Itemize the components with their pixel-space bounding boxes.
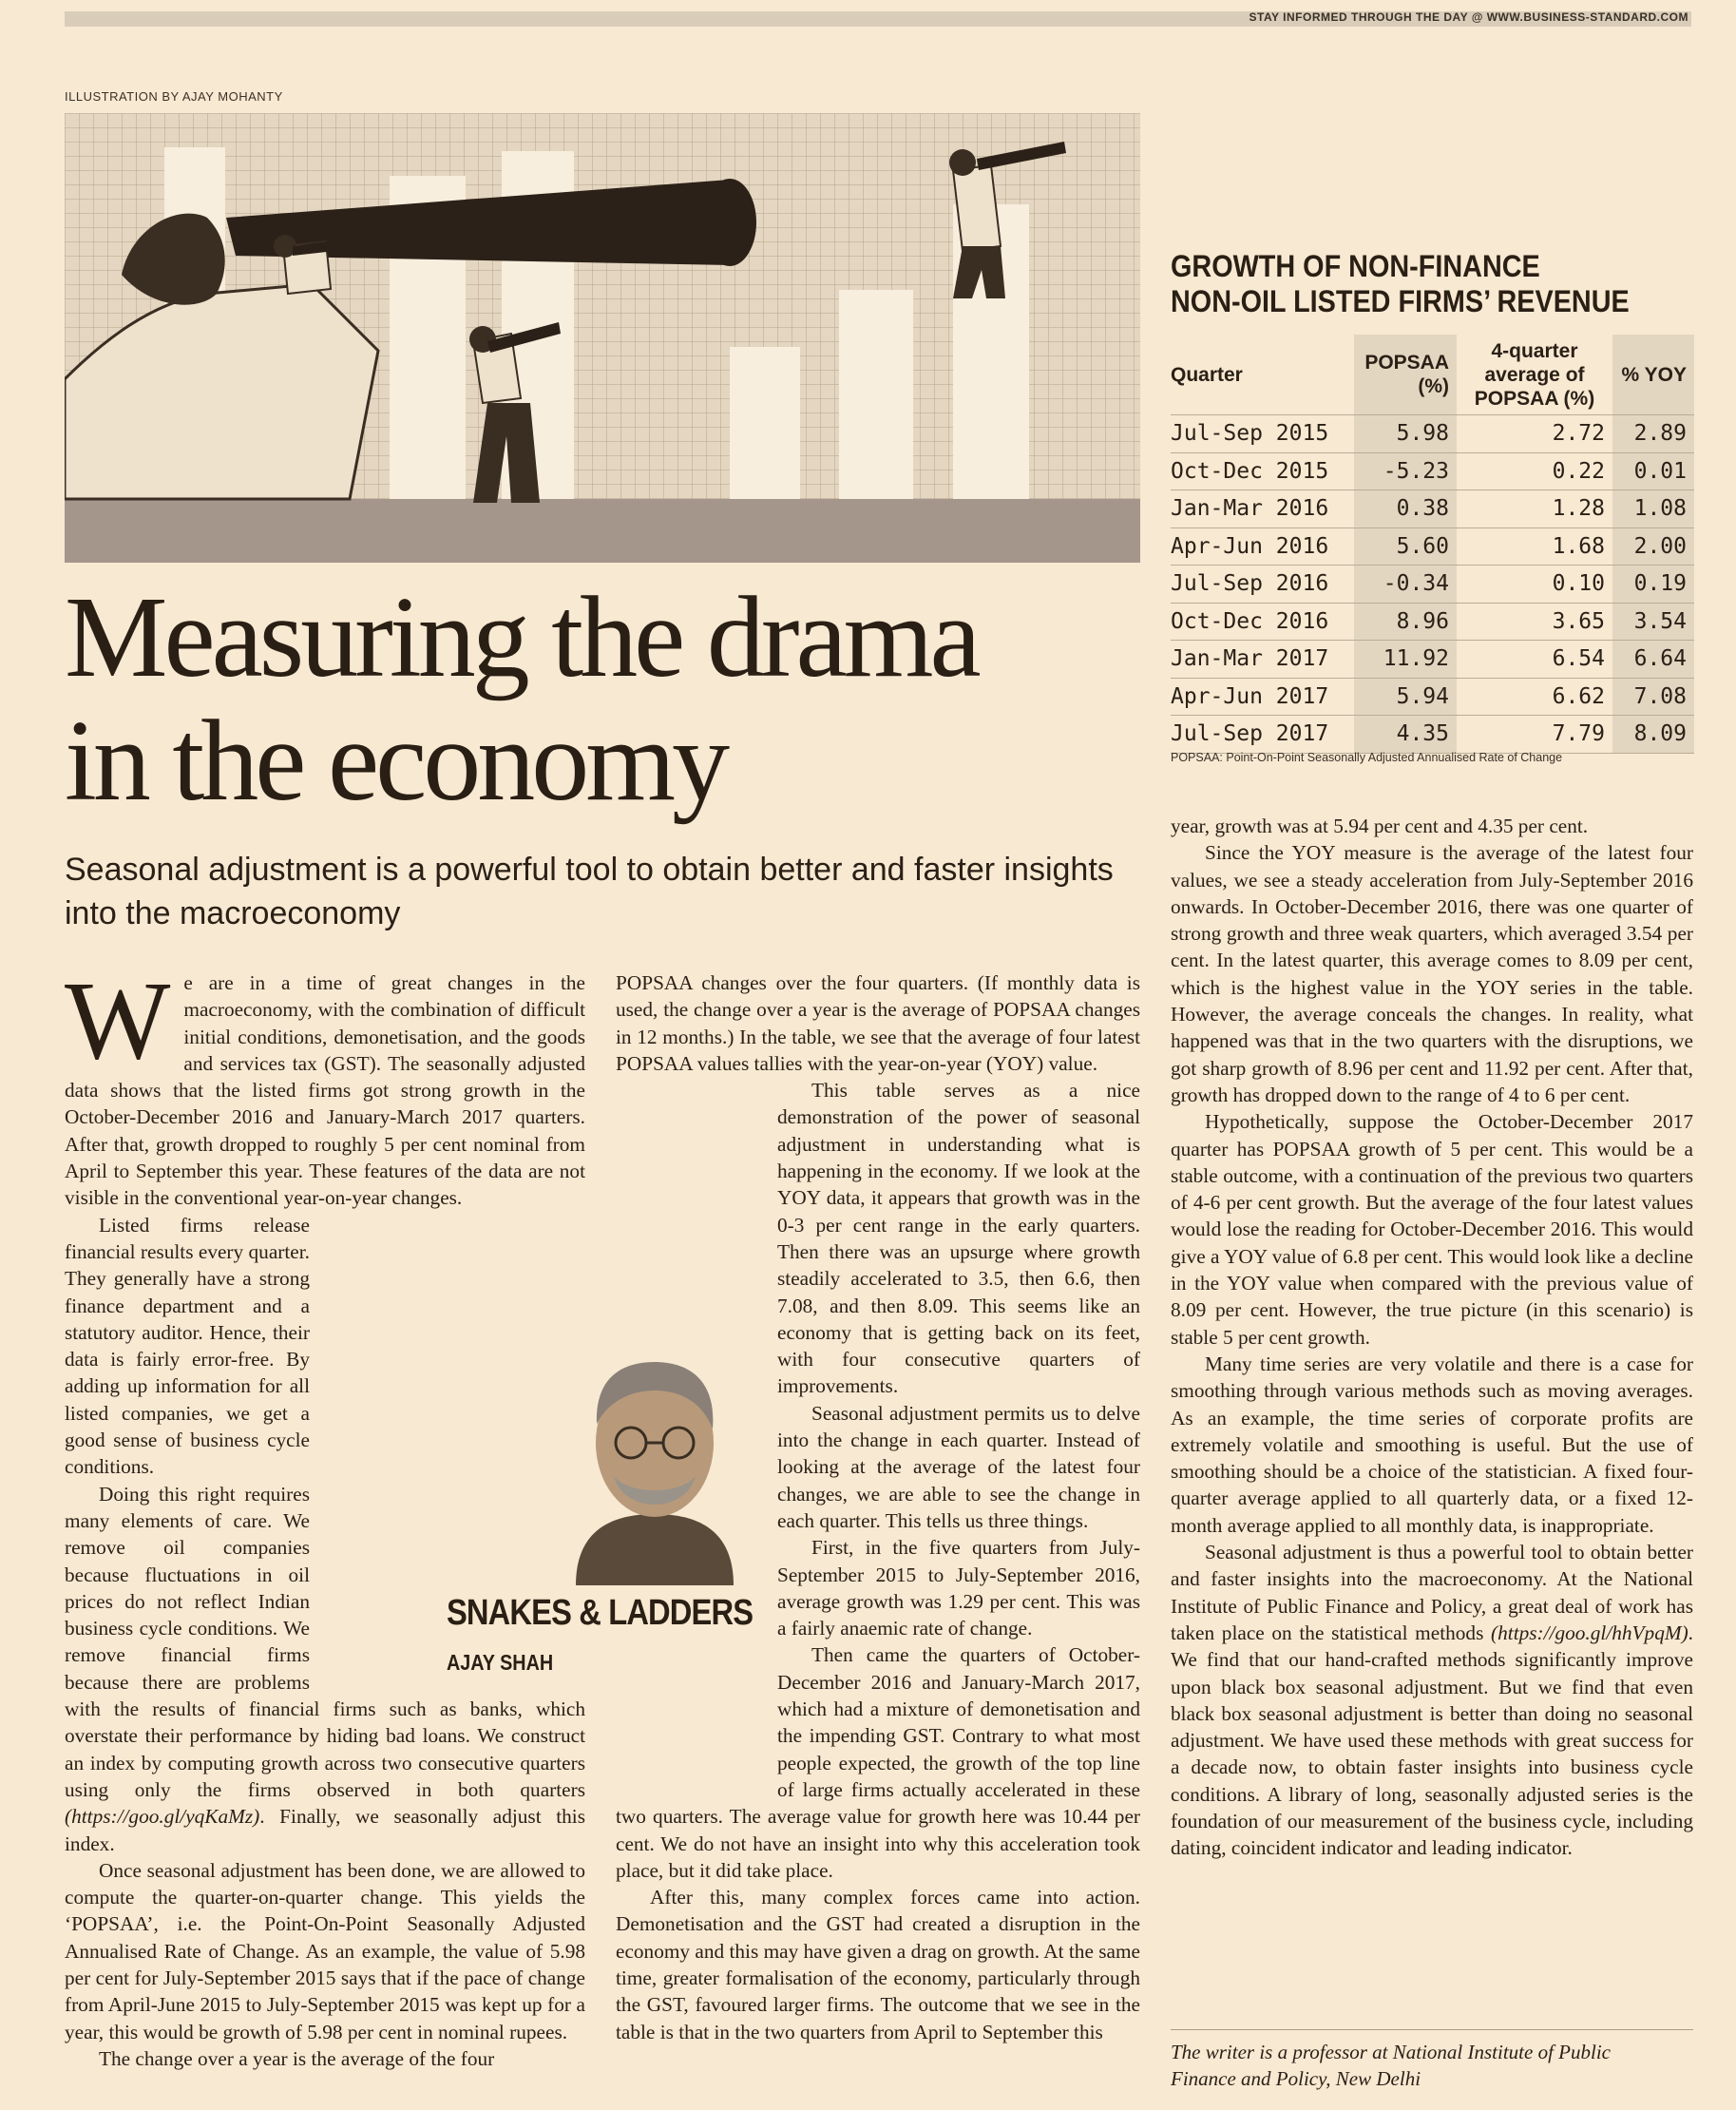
cell-yoy: 7.08 [1612, 678, 1694, 716]
cell-yoy: 0.01 [1612, 452, 1694, 490]
cell-4q-average: 0.10 [1457, 566, 1612, 604]
paragraph: Seasonal adjustment permits us to delve into the change in each quarter. Instead of looking at the average of the latest four changes, we are able to see the change in each quarter. This tells us three things. [777, 1401, 1140, 1532]
cell-yoy: 2.89 [1612, 415, 1694, 453]
cell-yoy: 8.09 [1612, 716, 1694, 754]
paragraph: Hypothetically, suppose the October-December 2017 quarter has POPSAA growth of 5 per cent. This would be a stable outcome, with a continuation of the previous two quarters of 4-6 per cent growth. But the average of the four latest values would lose the reading for October-December 2016. This would give a YOY value of 6.8 per cent. This would look like a decline in the YOY value when compared with the previous value of 8.09 per cent. However, the true picture (in this scenario) is stable 5 per cent growth. [1171, 1110, 1693, 1349]
table-row [1171, 528, 1694, 566]
paragraph: Since the YOY measure is the average of the latest four values, we see a steady acceleration from July-September 2016 onwards. In October-December 2016, there was one quarter of strong growth and three weak quarters, which averaged 3.54 per cent. In the latest quarter, this average comes to 8.09 per cent, which is the highest value in the YOY series in the table. However, the average conceals the changes. In reality, what happened was that in the two quarters with the disruptions, we got sharp growth of 8.96 per cent and 11.92 per cent. After that, growth has dropped down to the range of 4 to 6 per cent. [1171, 841, 1693, 1106]
article-column-3 [1171, 813, 1693, 1862]
paragraph: After this, many complex forces came into action. Demonetisation and the GST had created a disruption in the economy and this may have given a drag on growth. At the same time, greater formalisation of the economy, particularly through the GST, favoured larger firms. The outcome that we see in the table is that in the two quarters from April to September this [616, 1886, 1140, 2043]
cell-quarter: Jul-Sep 2017 [1171, 716, 1354, 754]
table-row [1171, 566, 1694, 604]
cell-quarter: Jul-Sep 2015 [1171, 415, 1354, 453]
headline [65, 573, 1157, 825]
column-header-4q-average: 4-quarter average of POPSAA (%) [1474, 339, 1595, 410]
column-header-popsaa: POPSAA (%) [1354, 335, 1457, 415]
column-name: SNAKES & LADDERS [447, 1593, 754, 1633]
cell-yoy: 2.00 [1612, 528, 1694, 566]
paragraph: This table serves as a nice demonstration of the power of seasonal adjustment in understanding what is happening in the economy. If we look at the YOY data, it appears that growth was in the 0-3 per cent range in the early quarters. Then there was an upsurge where growth steadily accelerated to 3.5, then 6.6, then 7.08, and then 8.09. This seems like an economy that is getting back on its feet, with four consecutive quarters of improvements. [777, 1079, 1140, 1398]
article-column-1 [65, 958, 585, 2072]
cell-popsaa: -0.34 [1354, 566, 1457, 604]
paragraph: Listed firms release financial results every quarter. They generally have a strong finance department and a statutory auditor. Hence, their data is fairly error-free. By adding up information for all listed companies, we get a good sense of business cycle conditions. [65, 1213, 310, 1479]
cell-quarter: Jan-Mar 2016 [1171, 490, 1354, 528]
cell-yoy: 3.54 [1612, 603, 1694, 641]
table-row [1171, 678, 1694, 716]
table-footnote: POPSAA: Point-On-Point Seasonally Adjusted Annualised Rate of Change [1171, 751, 1563, 764]
cell-4q-average: 1.68 [1457, 528, 1612, 566]
table-row [1171, 452, 1694, 490]
paragraph: The change over a year is the average of the four [99, 2046, 495, 2070]
cell-yoy: 6.64 [1612, 641, 1694, 679]
table-row [1171, 716, 1694, 754]
table-title: GROWTH OF NON-FINANCE NON-OIL LISTED FIRMS’ REVENUE [1171, 249, 1630, 318]
data-table [1171, 335, 1694, 754]
cell-4q-average: 0.22 [1457, 452, 1612, 490]
cell-quarter: Oct-Dec 2015 [1171, 452, 1354, 490]
table-row [1171, 641, 1694, 679]
cell-4q-average: 3.65 [1457, 603, 1612, 641]
paragraph: Doing this right requires many elements of care. We remove oil companies because fluctuations in oil prices do not reflect Indian business cycle conditions. We remove financial firms because there are problems with the results of financial firms such as banks, which overstate their performance by hiding bad loans. We construct an index by computing growth across two consecutive quarters using only the firms observed in both quarters (https://goo.gl/yqKaMz). Finally, we seasonally adjust this index. [65, 1482, 585, 1855]
cell-yoy: 1.08 [1612, 490, 1694, 528]
divider [1171, 2029, 1693, 2030]
cell-4q-average: 6.54 [1457, 641, 1612, 679]
illustration-credit: ILLUSTRATION BY AJAY MOHANTY [65, 89, 283, 104]
cell-quarter: Jan-Mar 2017 [1171, 641, 1354, 679]
cell-popsaa: 5.98 [1354, 415, 1457, 453]
cell-popsaa: 4.35 [1354, 716, 1457, 754]
paragraph: Many time series are very volatile and there is a case for smoothing through various methods such as moving averages. As an example, the time series of corporate profits are extremely volatile and smoothing is useful. But the use of smoothing should be a choice of the statistician. A fixed four-quarter average applied to all quarterly data, or a fixed 12-month average applied to all monthly data, is inappropriate. [1171, 1352, 1693, 1537]
headline-line-2: in the economy [65, 697, 727, 825]
cell-4q-average: 6.62 [1457, 678, 1612, 716]
cell-popsaa: 8.96 [1354, 603, 1457, 641]
tagline: STAY INFORMED THROUGH THE DAY @ WWW.BUSINESS-STANDARD.COM [1249, 10, 1688, 24]
cell-4q-average: 7.79 [1457, 716, 1612, 754]
cell-popsaa: -5.23 [1354, 452, 1457, 490]
cell-quarter: Oct-Dec 2016 [1171, 603, 1354, 641]
drop-cap: W [65, 958, 171, 1083]
link-text: (https://goo.gl/hhVpqM) [1491, 1621, 1688, 1644]
table-row [1171, 603, 1694, 641]
cell-quarter: Jul-Sep 2016 [1171, 566, 1354, 604]
illustration [65, 113, 1140, 563]
cell-popsaa: 0.38 [1354, 490, 1457, 528]
cell-quarter: Apr-Jun 2017 [1171, 678, 1354, 716]
paragraph: First, in the five quarters from July-September 2015 to July-September 2016, average growth was 1.29 per cent. This was a fairly anaemic rate of change. [777, 1536, 1140, 1640]
author-photo [557, 1338, 753, 1585]
paragraph: Seasonal adjustment is thus a powerful tool to obtain better and faster insights into the macroeconomy. At the National Institute of Public Finance and Policy, a great deal of work has taken place on the statistical methods (https://goo.gl/hhVpqM). We find that our hand-crafted methods significantly improve upon black box seasonal adjustment. But we find that even black box seasonal adjustment is better than doing no seasonal adjustment. We have used these methods with great success for a decade now, to obtain faster insights into business cycle conditions. A library of long, seasonally adjusted series is the foundation of our measurement of the business cycle, including dating, coincident indicator and leading indicator. [1171, 1541, 1693, 1860]
headline-line-1: Measuring the drama [65, 573, 978, 701]
table-row [1171, 415, 1694, 453]
cell-popsaa: 5.94 [1354, 678, 1457, 716]
author-byline: AJAY SHAH [447, 1650, 554, 1675]
deck: Seasonal adjustment is a powerful tool to obtain better and faster insights into the macroeconomy [65, 852, 1114, 931]
cell-4q-average: 1.28 [1457, 490, 1612, 528]
paragraph: Then came the quarters of October-December 2016 and January-March 2017, which had a mixture of demonetisation and the impending GST. Contrary to what most people expected, the growth of the top line of large firms actually accelerated in these two quarters. The average value for growth here was 10.44 per cent. We do not have an insight into why this acceleration took place, but it did take place. [616, 1643, 1140, 1882]
cell-popsaa: 5.60 [1354, 528, 1457, 566]
cell-quarter: Apr-Jun 2016 [1171, 528, 1354, 566]
column-header-quarter: Quarter [1171, 363, 1243, 386]
link-text: (https://goo.gl/yqKaMz) [65, 1805, 260, 1829]
paragraph: We are in a time of great changes in the macroeconomy, with the combination of difficult initial conditions, demonetisation, and the goods and services tax (GST). The seasonally adjusted data shows that the listed firms got strong growth in the October-December 2016 and January-March 2017 quarters. After that, growth dropped to roughly 5 per cent nominal from April to September this year. These features of the data are not visible in the conventional year-on-year changes. [65, 958, 585, 1210]
column-header-yoy: % YOY [1612, 335, 1694, 415]
paragraph: year, growth was at 5.94 per cent and 4.35 per cent. [1171, 815, 1589, 837]
table-row [1171, 490, 1694, 528]
cell-yoy: 0.19 [1612, 566, 1694, 604]
writer-note: The writer is a professor at National Institute of Public Finance and Policy, New Delhi [1171, 2041, 1611, 2090]
table-header-row [1171, 335, 1694, 415]
paragraph: Once seasonal adjustment has been done, we are allowed to compute the quarter-on-quarter change. This yields the ‘POPSAA’, i.e. the Point-On-Point Seasonally Adjusted Annualised Rate of Change. As an example, the value of 5.98 per cent for July-September 2015 says that if the pace of change from April-June 2015 to July-September 2015 was kept up for a year, this would be growth of 5.98 per cent in nominal rupees. [65, 1858, 585, 2043]
cell-popsaa: 11.92 [1354, 641, 1457, 679]
cell-4q-average: 2.72 [1457, 415, 1612, 453]
paragraph: POPSAA changes over the four quarters. (If monthly data is used, the change over a year is the average of POPSAA changes in 12 months.) In the table, we see that the average of four latest POPSAA values tallies with the year-on-year (YOY) value. [616, 971, 1140, 1075]
